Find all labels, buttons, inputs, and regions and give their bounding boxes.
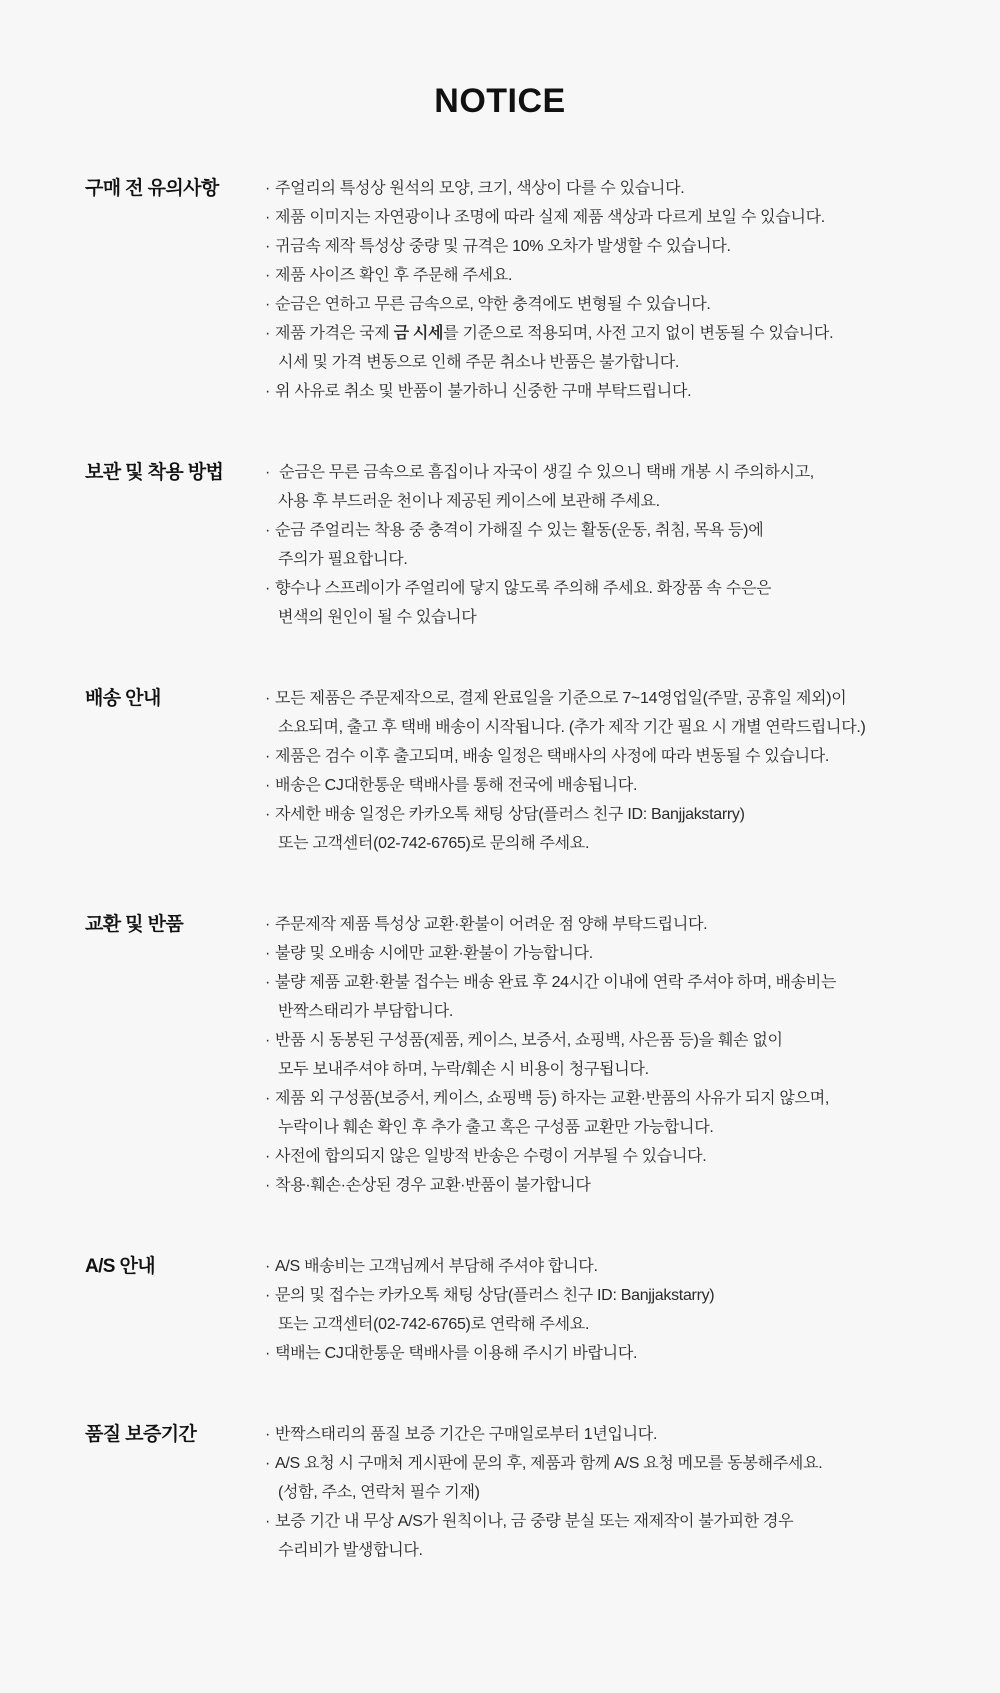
text-segment: 반품 시 동봉된 구성품(제품, 케이스, 보증서, 쇼핑백, 사은품 등)을 훼손 없이	[275, 1032, 783, 1049]
line-text	[278, 835, 589, 852]
bold-text: 금 시세	[393, 325, 444, 342]
notice-line	[265, 800, 1000, 829]
line-text	[275, 974, 836, 991]
text-segment: 제품은 검수 이후 출고되며, 배송 일정은 택배사의 사정에 따라 변동될 수 있습니다.	[275, 748, 830, 765]
section-heading: A/S 안내	[85, 1256, 156, 1277]
bullet-icon: ·	[265, 383, 271, 400]
text-segment: (성함, 주소, 연락처 필수 기재)	[278, 1484, 480, 1501]
bullet-icon: ·	[265, 777, 271, 794]
text-segment: 사전에 합의되지 않은 일방적 반송은 수령이 거부될 수 있습니다.	[275, 1148, 707, 1165]
notice-line	[265, 516, 1000, 545]
section-heading: 보관 및 착용 방법	[85, 462, 224, 483]
line-text	[275, 1148, 706, 1165]
line-text	[275, 1177, 591, 1194]
bullet-icon: ·	[265, 690, 271, 707]
notice-section	[0, 1420, 1000, 1565]
bullet-icon: ·	[265, 916, 271, 933]
notice-line	[265, 1142, 1000, 1171]
line-text	[275, 1090, 829, 1107]
line-text	[278, 1316, 589, 1333]
section-lines	[265, 1252, 1000, 1368]
line-text	[275, 1287, 714, 1304]
line-text	[278, 609, 476, 626]
bullet-icon: ·	[265, 1426, 271, 1443]
text-segment: 착용·훼손·손상된 경우 교환·반품이 불가합니다	[275, 1177, 591, 1194]
bullet-icon: ·	[265, 1455, 271, 1472]
bullet-icon: ·	[265, 974, 271, 991]
line-text	[278, 354, 679, 371]
notice-line	[265, 377, 1000, 406]
line-text	[278, 719, 866, 736]
notice-line	[265, 458, 1000, 487]
notice-line	[265, 1055, 1000, 1084]
text-segment: 주의가 필요합니다.	[278, 551, 408, 568]
text-segment: 또는 고객센터(02-742-6765)로 연락해 주세요.	[278, 1316, 590, 1333]
text-segment: 제품 사이즈 확인 후 주문해 주세요.	[275, 267, 513, 284]
text-segment: A/S 배송비는 고객님께서 부담해 주셔야 합니다.	[275, 1258, 598, 1275]
notice-line	[265, 261, 1000, 290]
section-lines	[265, 684, 1000, 858]
line-text	[275, 522, 763, 539]
notice-line	[265, 684, 1000, 713]
text-segment: 모든 제품은 주문제작으로, 결제 완료일을 기준으로 7~14영업일(주말, 공휴일 제외)이	[275, 690, 847, 707]
section-lines	[265, 458, 1000, 632]
text-segment: 사용 후 부드러운 천이나 제공된 케이스에 보관해 주세요.	[278, 493, 660, 510]
notice-line	[265, 203, 1000, 232]
notice-line	[265, 1310, 1000, 1339]
bullet-icon: ·	[265, 806, 271, 823]
notice-line	[265, 1449, 1000, 1478]
section-lines	[265, 174, 1000, 406]
section-heading: 품질 보증기간	[85, 1424, 197, 1445]
text-segment: 순금 주얼리는 착용 중 충격이 가해질 수 있는 활동(운동, 취침, 목욕 등)에	[275, 522, 764, 539]
text-segment: 위 사유로 취소 및 반품이 불가하니 신중한 구매 부탁드립니다.	[275, 383, 692, 400]
bullet-icon: ·	[265, 238, 271, 255]
text-segment: 모두 보내주셔야 하며, 누락/훼손 시 비용이 청구됩니다.	[278, 1061, 649, 1078]
line-text	[278, 493, 660, 510]
notice-line	[265, 603, 1000, 632]
text-segment: 배송은 CJ대한통운 택배사를 통해 전국에 배송됩니다.	[275, 777, 638, 794]
notice-line	[265, 997, 1000, 1026]
section-heading: 교환 및 반품	[85, 914, 184, 935]
bullet-icon: ·	[265, 325, 271, 342]
notice-section	[0, 910, 1000, 1200]
notice-line	[265, 1084, 1000, 1113]
text-segment: 향수나 스프레이가 주얼리에 닿지 않도록 주의해 주세요. 화장품 속 수은은	[275, 580, 772, 597]
line-text	[275, 1258, 598, 1275]
text-segment: 반짝스태리가 부담합니다.	[278, 1003, 454, 1020]
notice-line	[265, 348, 1000, 377]
text-segment: 주문제작 제품 특성상 교환·환불이 어려운 점 양해 부탁드립니다.	[275, 916, 708, 933]
line-text	[275, 690, 846, 707]
notice-section	[0, 174, 1000, 406]
line-text	[278, 1542, 423, 1559]
text-segment: 누락이나 훼손 확인 후 추가 출고 혹은 구성품 교환만 가능합니다.	[278, 1119, 714, 1136]
notice-section	[0, 458, 1000, 632]
text-segment: 불량 및 오배송 시에만 교환·환불이 가능합니다.	[275, 945, 593, 962]
notice-line	[265, 1026, 1000, 1055]
text-segment: 수리비가 발생합니다.	[278, 1542, 423, 1559]
text-segment: 변색의 원인이 될 수 있습니다	[278, 609, 477, 626]
bullet-icon: ·	[265, 1345, 271, 1362]
text-segment: A/S 요청 시 구매처 게시판에 문의 후, 제품과 함께 A/S 요청 메모를 동봉해주세요.	[275, 1455, 823, 1472]
bullet-icon: ·	[265, 267, 271, 284]
line-text	[275, 806, 745, 823]
text-segment: 소요되며, 출고 후 택배 배송이 시작됩니다. (추가 제작 기간 필요 시 개별 연락드립니다.)	[278, 719, 866, 736]
notice-line	[265, 1536, 1000, 1565]
notice-line	[265, 1113, 1000, 1142]
notice-line	[265, 968, 1000, 997]
notice-line	[265, 1420, 1000, 1449]
line-text	[275, 238, 731, 255]
notice-line	[265, 829, 1000, 858]
bullet-icon: ·	[265, 1287, 271, 1304]
notice-line	[265, 939, 1000, 968]
page-title: NOTICE	[434, 82, 566, 120]
text-segment: 순금은 연하고 무른 금속으로, 약한 충격에도 변형될 수 있습니다.	[275, 296, 711, 313]
notice-line	[265, 545, 1000, 574]
notice-line	[265, 174, 1000, 203]
bullet-icon: ·	[265, 1177, 271, 1194]
line-text	[278, 1119, 714, 1136]
line-text	[275, 209, 825, 226]
line-text	[275, 1513, 793, 1530]
text-segment: 또는 고객센터(02-742-6765)로 문의해 주세요.	[278, 835, 590, 852]
line-text	[275, 748, 829, 765]
line-text	[278, 551, 408, 568]
line-text	[278, 1061, 649, 1078]
text-segment: 제품 가격은 국제	[275, 325, 394, 342]
notice-section	[0, 1252, 1000, 1368]
line-text	[275, 1032, 783, 1049]
notice-line	[265, 290, 1000, 319]
notice-line	[265, 1478, 1000, 1507]
line-text	[275, 325, 833, 342]
sections	[0, 174, 1000, 1565]
notice-section	[0, 684, 1000, 858]
line-text	[275, 296, 711, 313]
bullet-icon: ·	[265, 1513, 271, 1530]
bullet-icon: ·	[265, 748, 271, 765]
notice-line	[265, 319, 1000, 348]
text-segment: 보증 기간 내 무상 A/S가 원칙이나, 금 중량 분실 또는 재제작이 불가피한 경우	[275, 1513, 794, 1530]
section-heading: 구매 전 유의사항	[85, 178, 219, 199]
section-heading: 배송 안내	[85, 688, 161, 709]
line-text	[275, 580, 771, 597]
text-segment: 시세 및 가격 변동으로 인해 주문 취소나 반품은 불가합니다.	[278, 354, 680, 371]
text-segment: 주얼리의 특성상 원석의 모양, 크기, 색상이 다를 수 있습니다.	[275, 180, 685, 197]
bullet-icon: ·	[265, 209, 271, 226]
notice-line	[265, 487, 1000, 516]
notice-line	[265, 1507, 1000, 1536]
notice-line	[265, 574, 1000, 603]
text-segment: 귀금속 제작 특성상 중량 및 규격은 10% 오차가 발생할 수 있습니다.	[275, 238, 731, 255]
bullet-icon: ·	[265, 1032, 271, 1049]
text-segment: 제품 외 구성품(보증서, 케이스, 쇼핑백 등) 하자는 교환·반품의 사유가 되지 않으며,	[275, 1090, 829, 1107]
line-text	[275, 1426, 657, 1443]
bullet-icon: ·	[265, 1258, 271, 1275]
line-text	[275, 267, 512, 284]
notice-line	[265, 1281, 1000, 1310]
line-text	[275, 464, 814, 481]
text-segment: 순금은 무른 금속으로 흠집이나 자국이 생길 수 있으니 택배 개봉 시 주의하시고,	[275, 464, 814, 481]
text-segment: 불량 제품 교환·환불 접수는 배송 완료 후 24시간 이내에 연락 주셔야 하며, 배송비는	[275, 974, 837, 991]
bullet-icon: ·	[265, 522, 271, 539]
notice-line	[265, 1171, 1000, 1200]
bullet-icon: ·	[265, 296, 271, 313]
line-text	[278, 1484, 480, 1501]
notice-line	[265, 910, 1000, 939]
line-text	[275, 916, 707, 933]
text-segment: 를 기준으로 적용되며, 사전 고지 없이 변동될 수 있습니다.	[443, 325, 834, 342]
text-segment: 문의 및 접수는 카카오톡 채팅 상담(플러스 친구 ID: Banjjakstarry)	[275, 1287, 715, 1304]
notice-line	[265, 1339, 1000, 1368]
notice-line	[265, 713, 1000, 742]
notice-line	[265, 742, 1000, 771]
line-text	[278, 1003, 453, 1020]
notice-line	[265, 232, 1000, 261]
line-text	[275, 777, 637, 794]
bullet-icon: ·	[265, 464, 271, 481]
bullet-icon: ·	[265, 180, 271, 197]
line-text	[275, 1455, 822, 1472]
bullet-icon: ·	[265, 1090, 271, 1107]
bullet-icon: ·	[265, 1148, 271, 1165]
bullet-icon: ·	[265, 580, 271, 597]
line-text	[275, 945, 593, 962]
section-lines	[265, 910, 1000, 1200]
line-text	[275, 383, 691, 400]
notice-line	[265, 1252, 1000, 1281]
text-segment: 자세한 배송 일정은 카카오톡 채팅 상담(플러스 친구 ID: Banjjakstarry)	[275, 806, 745, 823]
text-segment: 제품 이미지는 자연광이나 조명에 따라 실제 제품 색상과 다르게 보일 수 있습니다.	[275, 209, 825, 226]
text-segment: 반짝스태리의 품질 보증 기간은 구매일로부터 1년입니다.	[275, 1426, 658, 1443]
bullet-icon: ·	[265, 945, 271, 962]
notice-line	[265, 771, 1000, 800]
text-segment: 택배는 CJ대한통운 택배사를 이용해 주시기 바랍니다.	[275, 1345, 638, 1362]
line-text	[275, 180, 684, 197]
line-text	[275, 1345, 637, 1362]
section-lines	[265, 1420, 1000, 1565]
